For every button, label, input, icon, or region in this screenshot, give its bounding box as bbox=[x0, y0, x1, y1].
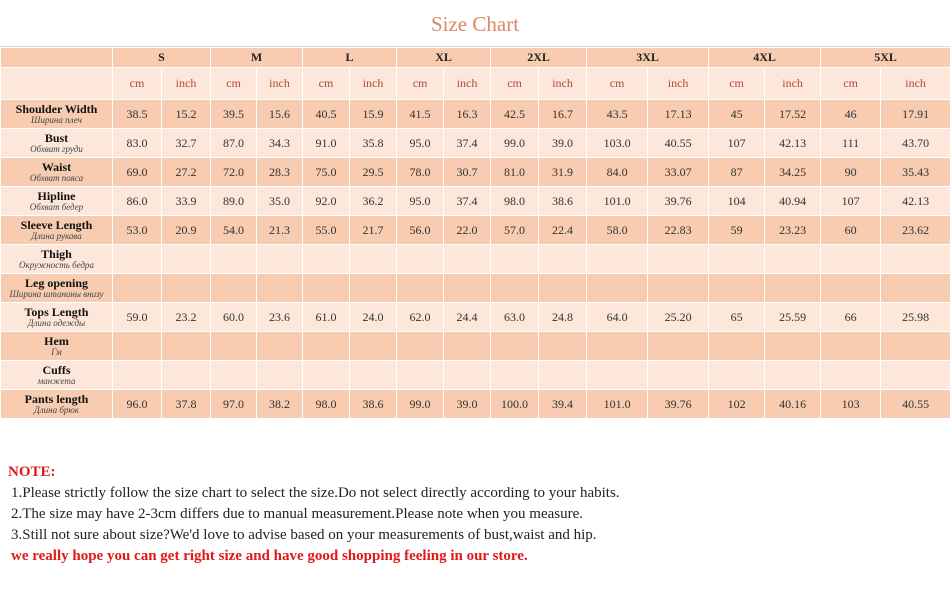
value-cell: 53.0 bbox=[113, 216, 162, 245]
row-label-ru: Окружность бедра bbox=[19, 259, 94, 270]
row-label-en: Hipline bbox=[37, 188, 76, 203]
value-cell: 42.13 bbox=[881, 187, 950, 216]
value-cell: 60 bbox=[821, 216, 881, 245]
value-cell: 15.6 bbox=[257, 100, 303, 129]
row-label-en: Pants length bbox=[24, 391, 89, 406]
value-cell: 42.13 bbox=[765, 129, 821, 158]
value-cell bbox=[648, 361, 709, 390]
unit-inch: inch bbox=[257, 68, 303, 100]
row-label bbox=[1, 129, 113, 158]
row-label-ru: Обхват бедер bbox=[29, 201, 84, 212]
value-cell: 37.4 bbox=[444, 187, 491, 216]
value-cell bbox=[350, 245, 397, 274]
value-cell: 16.3 bbox=[444, 100, 491, 129]
value-cell: 23.62 bbox=[881, 216, 950, 245]
value-cell: 36.2 bbox=[350, 187, 397, 216]
value-cell bbox=[257, 361, 303, 390]
value-cell bbox=[444, 274, 491, 303]
value-cell: 84.0 bbox=[587, 158, 648, 187]
unit-inch: inch bbox=[444, 68, 491, 100]
value-cell: 87.0 bbox=[211, 129, 257, 158]
value-cell: 20.9 bbox=[162, 216, 211, 245]
value-cell: 55.0 bbox=[303, 216, 350, 245]
value-cell: 37.4 bbox=[444, 129, 491, 158]
value-cell bbox=[765, 245, 821, 274]
value-cell: 89.0 bbox=[211, 187, 257, 216]
table-row bbox=[1, 100, 950, 129]
value-cell bbox=[765, 361, 821, 390]
value-cell: 41.5 bbox=[397, 100, 444, 129]
value-cell: 27.2 bbox=[162, 158, 211, 187]
value-cell: 99.0 bbox=[397, 390, 444, 419]
table-row bbox=[1, 332, 950, 361]
value-cell: 35.0 bbox=[257, 187, 303, 216]
value-cell bbox=[113, 245, 162, 274]
value-cell bbox=[491, 245, 539, 274]
value-cell bbox=[881, 274, 950, 303]
value-cell: 57.0 bbox=[491, 216, 539, 245]
value-cell bbox=[539, 274, 587, 303]
value-cell: 35.8 bbox=[350, 129, 397, 158]
row-label-en: Hem bbox=[44, 333, 69, 348]
size-header-5xl: 5XL bbox=[821, 48, 950, 68]
value-cell: 32.7 bbox=[162, 129, 211, 158]
value-cell bbox=[211, 245, 257, 274]
value-cell: 40.55 bbox=[881, 390, 950, 419]
value-cell bbox=[491, 361, 539, 390]
table-row bbox=[1, 390, 950, 419]
value-cell: 99.0 bbox=[491, 129, 539, 158]
value-cell: 43.70 bbox=[881, 129, 950, 158]
value-cell: 101.0 bbox=[587, 187, 648, 216]
row-label-ru: Обхват пояса bbox=[29, 172, 84, 183]
row-label-en: Bust bbox=[44, 130, 69, 145]
value-cell: 37.8 bbox=[162, 390, 211, 419]
note-line-2: 2.The size may have 2-3cm differs due to manual measurement.Please note when you measure. bbox=[11, 506, 584, 522]
value-cell bbox=[113, 274, 162, 303]
value-cell bbox=[491, 332, 539, 361]
value-cell bbox=[162, 245, 211, 274]
row-label bbox=[1, 100, 113, 129]
value-cell: 64.0 bbox=[587, 303, 648, 332]
value-cell: 83.0 bbox=[113, 129, 162, 158]
value-cell: 38.5 bbox=[113, 100, 162, 129]
row-label-ru: Длина рукава bbox=[31, 230, 82, 241]
value-cell: 95.0 bbox=[397, 187, 444, 216]
value-cell bbox=[257, 332, 303, 361]
note-line-1: 1.Please strictly follow the size chart to select the size.Do not select directly according to your habits. bbox=[11, 485, 620, 501]
value-cell: 95.0 bbox=[397, 129, 444, 158]
value-cell: 25.59 bbox=[765, 303, 821, 332]
row-label-ru: манжета bbox=[37, 375, 76, 386]
value-cell bbox=[350, 332, 397, 361]
value-cell: 69.0 bbox=[113, 158, 162, 187]
value-cell: 81.0 bbox=[491, 158, 539, 187]
value-cell bbox=[113, 361, 162, 390]
value-cell: 100.0 bbox=[491, 390, 539, 419]
value-cell: 22.83 bbox=[648, 216, 709, 245]
value-cell: 17.91 bbox=[881, 100, 950, 129]
table-row bbox=[1, 361, 950, 390]
value-cell: 98.0 bbox=[303, 390, 350, 419]
value-cell: 66 bbox=[821, 303, 881, 332]
value-cell: 15.9 bbox=[350, 100, 397, 129]
value-cell: 39.0 bbox=[444, 390, 491, 419]
value-cell: 39.76 bbox=[648, 390, 709, 419]
value-cell bbox=[211, 274, 257, 303]
value-cell: 59 bbox=[709, 216, 765, 245]
value-cell: 39.4 bbox=[539, 390, 587, 419]
row-label-ru: Гм bbox=[51, 346, 62, 357]
table-row bbox=[1, 158, 950, 187]
value-cell bbox=[881, 332, 950, 361]
value-cell bbox=[257, 245, 303, 274]
value-cell bbox=[709, 274, 765, 303]
value-cell: 87 bbox=[709, 158, 765, 187]
value-cell: 21.7 bbox=[350, 216, 397, 245]
value-cell: 16.7 bbox=[539, 100, 587, 129]
value-cell: 42.5 bbox=[491, 100, 539, 129]
size-header-4xl: 4XL bbox=[709, 48, 821, 68]
value-cell bbox=[821, 332, 881, 361]
value-cell bbox=[765, 274, 821, 303]
value-cell bbox=[397, 332, 444, 361]
value-cell: 60.0 bbox=[211, 303, 257, 332]
value-cell: 86.0 bbox=[113, 187, 162, 216]
row-label bbox=[1, 303, 113, 332]
value-cell: 65 bbox=[709, 303, 765, 332]
value-cell bbox=[350, 274, 397, 303]
value-cell: 25.20 bbox=[648, 303, 709, 332]
value-cell: 22.4 bbox=[539, 216, 587, 245]
row-label bbox=[1, 332, 113, 361]
note-line-3: 3.Still not sure about size?We'd love to advise based on your measurements of bust,waist and hip. bbox=[11, 527, 597, 543]
size-header-row bbox=[1, 48, 950, 68]
value-cell: 29.5 bbox=[350, 158, 397, 187]
value-cell: 38.6 bbox=[539, 187, 587, 216]
table-row bbox=[1, 129, 950, 158]
value-cell bbox=[821, 361, 881, 390]
unit-inch: inch bbox=[162, 68, 211, 100]
unit-cm: cm bbox=[397, 68, 444, 100]
size-header-l: L bbox=[303, 48, 397, 68]
value-cell: 31.9 bbox=[539, 158, 587, 187]
value-cell bbox=[211, 361, 257, 390]
value-cell: 38.2 bbox=[257, 390, 303, 419]
unit-inch: inch bbox=[350, 68, 397, 100]
unit-inch: inch bbox=[765, 68, 821, 100]
row-label-en: Sleeve Length bbox=[20, 217, 93, 232]
value-cell: 56.0 bbox=[397, 216, 444, 245]
value-cell bbox=[113, 332, 162, 361]
value-cell: 45 bbox=[709, 100, 765, 129]
value-cell: 15.2 bbox=[162, 100, 211, 129]
value-cell: 28.3 bbox=[257, 158, 303, 187]
value-cell bbox=[162, 361, 211, 390]
row-label bbox=[1, 216, 113, 245]
unit-header-row bbox=[1, 68, 950, 100]
row-label bbox=[1, 274, 113, 303]
value-cell bbox=[444, 361, 491, 390]
value-cell: 40.5 bbox=[303, 100, 350, 129]
unit-cm: cm bbox=[113, 68, 162, 100]
size-chart-table bbox=[0, 47, 950, 419]
row-label bbox=[1, 361, 113, 390]
value-cell: 40.94 bbox=[765, 187, 821, 216]
value-cell bbox=[162, 274, 211, 303]
row-label bbox=[1, 245, 113, 274]
value-cell bbox=[587, 245, 648, 274]
value-cell bbox=[881, 245, 950, 274]
unit-inch: inch bbox=[881, 68, 950, 100]
value-cell: 58.0 bbox=[587, 216, 648, 245]
value-cell: 24.0 bbox=[350, 303, 397, 332]
value-cell: 78.0 bbox=[397, 158, 444, 187]
row-label-ru: Ширина плеч bbox=[31, 114, 82, 125]
value-cell bbox=[648, 274, 709, 303]
value-cell: 25.98 bbox=[881, 303, 950, 332]
corner-cell bbox=[1, 48, 113, 68]
value-cell bbox=[539, 245, 587, 274]
value-cell: 39.76 bbox=[648, 187, 709, 216]
value-cell: 103.0 bbox=[587, 129, 648, 158]
value-cell bbox=[303, 361, 350, 390]
value-cell: 91.0 bbox=[303, 129, 350, 158]
value-cell bbox=[587, 332, 648, 361]
value-cell: 40.16 bbox=[765, 390, 821, 419]
value-cell bbox=[587, 274, 648, 303]
value-cell bbox=[491, 274, 539, 303]
value-cell bbox=[648, 332, 709, 361]
value-cell bbox=[648, 245, 709, 274]
value-cell: 103 bbox=[821, 390, 881, 419]
unit-cm: cm bbox=[821, 68, 881, 100]
value-cell: 46 bbox=[821, 100, 881, 129]
value-cell: 61.0 bbox=[303, 303, 350, 332]
value-cell: 39.5 bbox=[211, 100, 257, 129]
unit-cm: cm bbox=[303, 68, 350, 100]
row-label-ru: Ширина штанины внизу bbox=[9, 288, 104, 299]
value-cell: 21.3 bbox=[257, 216, 303, 245]
value-cell bbox=[709, 332, 765, 361]
value-cell: 75.0 bbox=[303, 158, 350, 187]
value-cell: 111 bbox=[821, 129, 881, 158]
value-cell: 33.07 bbox=[648, 158, 709, 187]
table-row bbox=[1, 303, 950, 332]
row-label bbox=[1, 390, 113, 419]
value-cell: 23.6 bbox=[257, 303, 303, 332]
value-cell: 54.0 bbox=[211, 216, 257, 245]
size-header-s: S bbox=[113, 48, 211, 68]
value-cell: 35.43 bbox=[881, 158, 950, 187]
row-label-en: Waist bbox=[41, 159, 72, 174]
value-cell: 38.6 bbox=[350, 390, 397, 419]
value-cell bbox=[162, 332, 211, 361]
unit-cm: cm bbox=[211, 68, 257, 100]
value-cell: 97.0 bbox=[211, 390, 257, 419]
value-cell bbox=[397, 274, 444, 303]
value-cell bbox=[444, 332, 491, 361]
value-cell bbox=[257, 274, 303, 303]
value-cell: 98.0 bbox=[491, 187, 539, 216]
row-label-en: Shoulder Width bbox=[15, 101, 98, 116]
value-cell bbox=[303, 245, 350, 274]
value-cell: 17.13 bbox=[648, 100, 709, 129]
table-row bbox=[1, 274, 950, 303]
value-cell bbox=[709, 361, 765, 390]
table-row bbox=[1, 245, 950, 274]
value-cell: 90 bbox=[821, 158, 881, 187]
size-header-2xl: 2XL bbox=[491, 48, 587, 68]
note-closing: we really hope you can get right size and have good shopping feeling in our store. bbox=[11, 548, 528, 564]
value-cell bbox=[444, 245, 491, 274]
unit-inch: inch bbox=[539, 68, 587, 100]
value-cell: 22.0 bbox=[444, 216, 491, 245]
value-cell: 23.23 bbox=[765, 216, 821, 245]
unit-cm: cm bbox=[491, 68, 539, 100]
row-label bbox=[1, 187, 113, 216]
row-label-en: Cuffs bbox=[42, 362, 71, 377]
value-cell bbox=[709, 245, 765, 274]
row-label-ru: Длина брюк bbox=[34, 404, 79, 415]
value-cell bbox=[765, 332, 821, 361]
value-cell: 39.0 bbox=[539, 129, 587, 158]
value-cell bbox=[350, 361, 397, 390]
value-cell bbox=[539, 332, 587, 361]
value-cell: 96.0 bbox=[113, 390, 162, 419]
value-cell: 59.0 bbox=[113, 303, 162, 332]
value-cell bbox=[303, 332, 350, 361]
row-label-en: Leg opening bbox=[24, 275, 88, 290]
unit-inch: inch bbox=[648, 68, 709, 100]
unit-cm: cm bbox=[587, 68, 648, 100]
row-label-en: Thigh bbox=[41, 246, 72, 261]
chart-title: Size Chart bbox=[430, 12, 520, 36]
value-cell: 23.2 bbox=[162, 303, 211, 332]
value-cell bbox=[397, 361, 444, 390]
value-cell: 62.0 bbox=[397, 303, 444, 332]
value-cell: 33.9 bbox=[162, 187, 211, 216]
value-cell bbox=[821, 274, 881, 303]
value-cell: 34.25 bbox=[765, 158, 821, 187]
value-cell: 107 bbox=[709, 129, 765, 158]
row-label-ru: Длина одежды bbox=[27, 317, 86, 328]
notes-section bbox=[8, 462, 938, 567]
value-cell: 43.5 bbox=[587, 100, 648, 129]
table-row bbox=[1, 187, 950, 216]
value-cell: 101.0 bbox=[587, 390, 648, 419]
row-label-en: Tops Length bbox=[24, 304, 89, 319]
note-heading: NOTE: bbox=[8, 464, 56, 480]
value-cell: 40.55 bbox=[648, 129, 709, 158]
value-cell: 63.0 bbox=[491, 303, 539, 332]
value-cell bbox=[539, 361, 587, 390]
row-label-ru: Обхват груди bbox=[30, 143, 83, 154]
value-cell bbox=[881, 361, 950, 390]
value-cell: 24.8 bbox=[539, 303, 587, 332]
value-cell: 17.52 bbox=[765, 100, 821, 129]
value-cell: 107 bbox=[821, 187, 881, 216]
value-cell bbox=[821, 245, 881, 274]
table-row bbox=[1, 216, 950, 245]
value-cell: 92.0 bbox=[303, 187, 350, 216]
value-cell: 30.7 bbox=[444, 158, 491, 187]
value-cell: 72.0 bbox=[211, 158, 257, 187]
value-cell bbox=[303, 274, 350, 303]
corner-cell-units bbox=[1, 68, 113, 100]
value-cell bbox=[397, 245, 444, 274]
value-cell: 104 bbox=[709, 187, 765, 216]
value-cell bbox=[211, 332, 257, 361]
size-header-3xl: 3XL bbox=[587, 48, 709, 68]
value-cell bbox=[587, 361, 648, 390]
unit-cm: cm bbox=[709, 68, 765, 100]
row-label bbox=[1, 158, 113, 187]
value-cell: 34.3 bbox=[257, 129, 303, 158]
value-cell: 24.4 bbox=[444, 303, 491, 332]
value-cell: 102 bbox=[709, 390, 765, 419]
size-header-xl: XL bbox=[397, 48, 491, 68]
size-header-m: M bbox=[211, 48, 303, 68]
